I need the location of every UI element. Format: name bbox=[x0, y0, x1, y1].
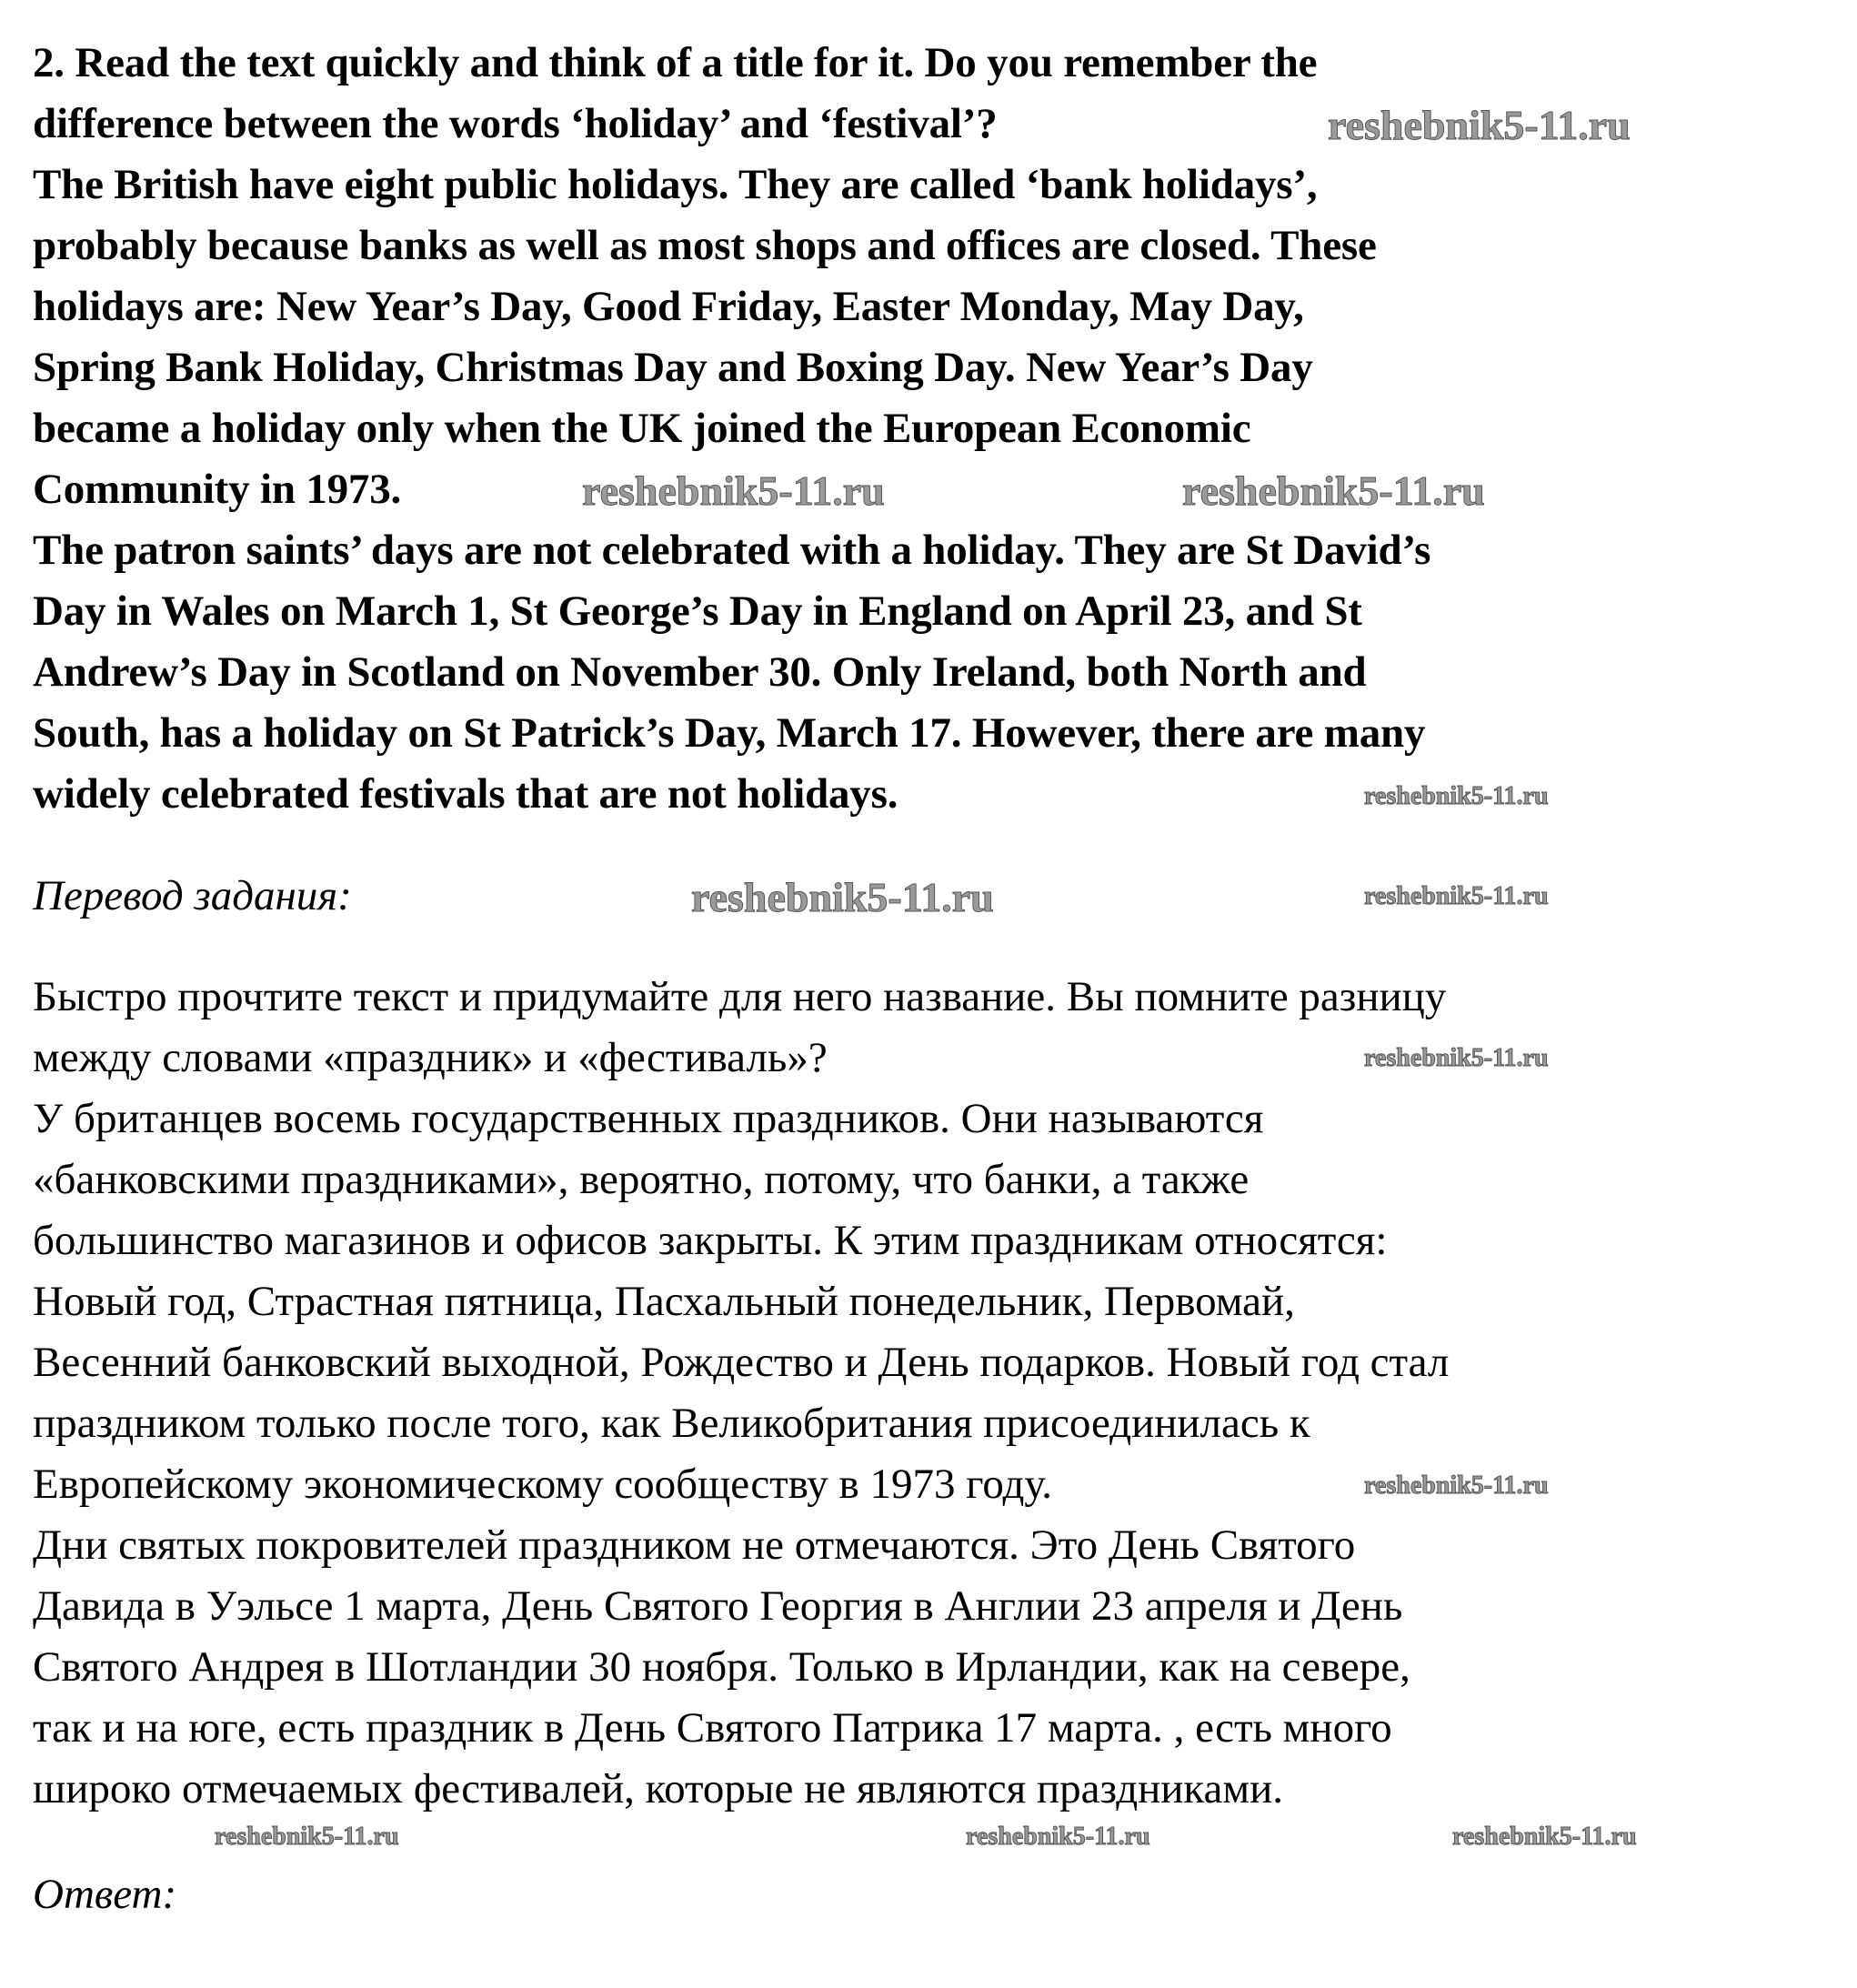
answer-heading: Ответ: bbox=[33, 1871, 177, 1918]
task-line: difference between the words ‘holiday’ and ‘festival’? bbox=[33, 100, 998, 147]
translation-line: праздником только после того, как Великобритания присоединилась к bbox=[33, 1400, 1310, 1447]
task-line: Spring Bank Holiday, Christmas Day and Boxing Day. New Year’s Day bbox=[33, 344, 1313, 391]
task-line: holidays are: New Year’s Day, Good Friday, Easter Monday, May Day, bbox=[33, 283, 1304, 330]
translation-line: Европейскому экономическому сообществу в 1973 году. bbox=[33, 1461, 1052, 1508]
translation-line: «банковскими праздниками», вероятно, потому, что банки, а также bbox=[33, 1156, 1250, 1203]
translation-line: У британцев восемь государственных праздников. Они называются bbox=[33, 1095, 1264, 1142]
translation-line: большинство магазинов и офисов закрыты. К этим праздникам относятся: bbox=[33, 1217, 1388, 1264]
task-line: became a holiday only when the UK joined the European Economic bbox=[33, 405, 1251, 452]
watermark: reshebnik5-11.ru bbox=[1364, 882, 1549, 910]
translation-line: широко отмечаемых фестивалей, которые не являются праздниками. bbox=[33, 1765, 1284, 1812]
watermark: reshebnik5-11.ru bbox=[1364, 1471, 1549, 1500]
watermark: reshebnik5-11.ru bbox=[691, 874, 994, 920]
task-line: The patron saints’ days are not celebrated with a holiday. They are St David’s bbox=[33, 527, 1431, 574]
translation-line: так и на юге, есть праздник в День Святого Патрика 17 марта. , есть много bbox=[33, 1704, 1392, 1752]
watermark: reshebnik5-11.ru bbox=[1328, 102, 1631, 148]
task-line: probably because banks as well as most shops and offices are closed. These bbox=[33, 222, 1377, 269]
task-line: South, has a holiday on St Patrick’s Day, March 17. However, there are many bbox=[33, 709, 1426, 757]
translation-line: Дни святых покровителей праздником не отмечаются. Это День Святого bbox=[33, 1521, 1356, 1569]
translation-line: Новый год, Страстная пятница, Пасхальный понедельник, Первомай, bbox=[33, 1278, 1295, 1325]
translation-line: Быстро прочтите текст и придумайте для него название. Вы помните разницу bbox=[33, 973, 1447, 1020]
task-line: Day in Wales on March 1, St George’s Day in England on April 23, and St bbox=[33, 587, 1362, 635]
task-line: Community in 1973. bbox=[33, 466, 402, 513]
watermark: reshebnik5-11.ru bbox=[1452, 1822, 1637, 1851]
task-line: widely celebrated festivals that are not holidays. bbox=[33, 770, 898, 818]
translation-line: Святого Андрея в Шотландии 30 ноября. Только в Ирландии, как на севере, bbox=[33, 1643, 1410, 1691]
translation-heading: Перевод задания: bbox=[33, 872, 352, 919]
task-line: 2. Read the text quickly and think of a title for it. Do you remember the bbox=[33, 39, 1318, 86]
translation-line: между словами «праздник» и «фестиваль»? bbox=[33, 1034, 828, 1081]
task-line: Andrew’s Day in Scotland on November 30. Only Ireland, both North and bbox=[33, 648, 1367, 696]
task-line: The British have eight public holidays. They are called ‘bank holidays’, bbox=[33, 161, 1318, 208]
watermark: reshebnik5-11.ru bbox=[215, 1822, 399, 1851]
watermark: reshebnik5-11.ru bbox=[1364, 1044, 1549, 1072]
translation-line: Весенний банковский выходной, Рождество и День подарков. Новый год стал bbox=[33, 1339, 1450, 1386]
watermark: reshebnik5-11.ru bbox=[1182, 467, 1485, 514]
watermark: reshebnik5-11.ru bbox=[1364, 782, 1549, 810]
watermark: reshebnik5-11.ru bbox=[966, 1822, 1150, 1851]
translation-line: Давида в Уэльсе 1 марта, День Святого Георгия в Англии 23 апреля и День bbox=[33, 1582, 1403, 1630]
watermark: reshebnik5-11.ru bbox=[582, 467, 885, 514]
